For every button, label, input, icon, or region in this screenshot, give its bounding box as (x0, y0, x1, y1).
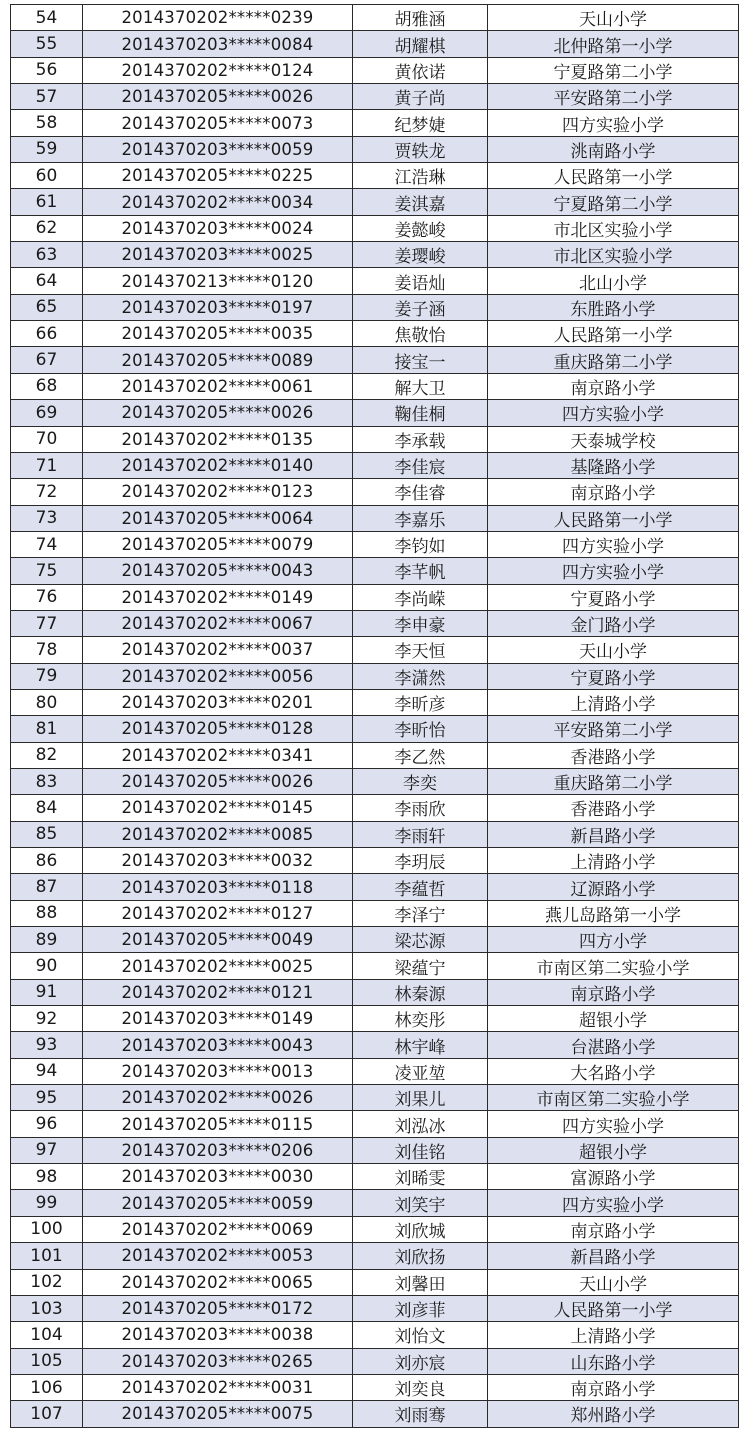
table-row (11, 505, 739, 531)
cell-name: 刘晞雯 (353, 1164, 488, 1190)
cell-school: 天山小学 (488, 637, 739, 663)
table-row (11, 1006, 739, 1032)
cell-number: 62 (11, 215, 83, 241)
cell-exam-id: 2014370203*****0043 (83, 1032, 353, 1058)
cell-number: 103 (11, 1295, 83, 1321)
cell-number: 73 (11, 505, 83, 531)
cell-school: 人民路第一小学 (488, 163, 739, 189)
table-row (11, 1374, 739, 1400)
cell-exam-id: 2014370202*****0135 (83, 426, 353, 452)
cell-name: 刘欣城 (353, 1216, 488, 1242)
table-row (11, 584, 739, 610)
cell-name: 刘佳铭 (353, 1137, 488, 1163)
table-row (11, 1322, 739, 1348)
cell-number: 55 (11, 31, 83, 57)
cell-number: 107 (11, 1401, 83, 1427)
table-row (11, 452, 739, 478)
cell-exam-id: 2014370202*****0127 (83, 900, 353, 926)
cell-number: 85 (11, 821, 83, 847)
cell-school: 南京路小学 (488, 373, 739, 399)
cell-exam-id: 2014370202*****0123 (83, 479, 353, 505)
cell-exam-id: 2014370202*****0067 (83, 610, 353, 636)
cell-number: 106 (11, 1374, 83, 1400)
cell-number: 63 (11, 242, 83, 268)
cell-number: 81 (11, 716, 83, 742)
cell-exam-id: 2014370205*****0026 (83, 400, 353, 426)
cell-school: 天山小学 (488, 1269, 739, 1295)
table-row (11, 400, 739, 426)
table-row (11, 57, 739, 83)
table-row (11, 768, 739, 794)
cell-school: 新昌路小学 (488, 1243, 739, 1269)
cell-school: 东胜路小学 (488, 294, 739, 320)
cell-name: 刘欣扬 (353, 1243, 488, 1269)
cell-school: 燕儿岛路第一小学 (488, 900, 739, 926)
cell-number: 97 (11, 1137, 83, 1163)
cell-school: 上清路小学 (488, 848, 739, 874)
cell-name: 李奕 (353, 768, 488, 794)
cell-number: 84 (11, 795, 83, 821)
cell-school: 四方实验小学 (488, 1190, 739, 1216)
cell-exam-id: 2014370203*****0201 (83, 689, 353, 715)
cell-name: 刘泓冰 (353, 1111, 488, 1137)
cell-name: 刘雨骞 (353, 1401, 488, 1427)
table-row (11, 848, 739, 874)
cell-school: 郑州路小学 (488, 1401, 739, 1427)
cell-number: 64 (11, 268, 83, 294)
cell-exam-id: 2014370202*****0065 (83, 1269, 353, 1295)
cell-number: 54 (11, 5, 83, 31)
cell-number: 61 (11, 189, 83, 215)
cell-school: 北山小学 (488, 268, 739, 294)
cell-exam-id: 2014370205*****0115 (83, 1111, 353, 1137)
table-row (11, 5, 739, 31)
cell-exam-id: 2014370202*****0124 (83, 57, 353, 83)
cell-exam-id: 2014370205*****0075 (83, 1401, 353, 1427)
cell-school: 市南区第二实验小学 (488, 1085, 739, 1111)
cell-school: 南京路小学 (488, 1374, 739, 1400)
cell-name: 黄依诺 (353, 57, 488, 83)
cell-exam-id: 2014370205*****0035 (83, 321, 353, 347)
cell-name: 林宇峰 (353, 1032, 488, 1058)
table-row (11, 136, 739, 162)
cell-name: 李承载 (353, 426, 488, 452)
cell-name: 李天恒 (353, 637, 488, 663)
cell-name: 李佳宸 (353, 452, 488, 478)
cell-name: 李芊帆 (353, 558, 488, 584)
cell-name: 林奕彤 (353, 1006, 488, 1032)
cell-school: 宁夏路小学 (488, 584, 739, 610)
cell-number: 83 (11, 768, 83, 794)
cell-number: 80 (11, 689, 83, 715)
cell-number: 74 (11, 531, 83, 557)
cell-name: 林秦源 (353, 979, 488, 1005)
cell-school: 超银小学 (488, 1006, 739, 1032)
cell-name: 梁芯源 (353, 927, 488, 953)
cell-number: 65 (11, 294, 83, 320)
cell-school: 人民路第一小学 (488, 505, 739, 531)
cell-name: 姜淇嘉 (353, 189, 488, 215)
cell-number: 79 (11, 663, 83, 689)
cell-number: 71 (11, 452, 83, 478)
cell-number: 89 (11, 927, 83, 953)
cell-number: 82 (11, 742, 83, 768)
cell-school: 市北区实验小学 (488, 215, 739, 241)
cell-exam-id: 2014370203*****0206 (83, 1137, 353, 1163)
student-list-table (10, 4, 739, 1428)
table-row (11, 1269, 739, 1295)
cell-name: 刘果儿 (353, 1085, 488, 1111)
cell-exam-id: 2014370202*****0149 (83, 584, 353, 610)
cell-school: 辽源路小学 (488, 874, 739, 900)
cell-exam-id: 2014370202*****0026 (83, 1085, 353, 1111)
cell-number: 91 (11, 979, 83, 1005)
cell-number: 93 (11, 1032, 83, 1058)
cell-school: 北仲路第一小学 (488, 31, 739, 57)
table-row (11, 294, 739, 320)
cell-school: 南京路小学 (488, 1216, 739, 1242)
cell-name: 李蕴哲 (353, 874, 488, 900)
cell-number: 58 (11, 110, 83, 136)
cell-school: 南京路小学 (488, 479, 739, 505)
cell-name: 李玥辰 (353, 848, 488, 874)
cell-exam-id: 2014370203*****0084 (83, 31, 353, 57)
cell-exam-id: 2014370202*****0069 (83, 1216, 353, 1242)
cell-name: 姜语灿 (353, 268, 488, 294)
table-row (11, 558, 739, 584)
cell-name: 刘怡文 (353, 1322, 488, 1348)
cell-number: 76 (11, 584, 83, 610)
cell-number: 101 (11, 1243, 83, 1269)
cell-exam-id: 2014370205*****0059 (83, 1190, 353, 1216)
cell-name: 李乙然 (353, 742, 488, 768)
cell-name: 贾轶龙 (353, 136, 488, 162)
cell-exam-id: 2014370205*****0049 (83, 927, 353, 953)
table-row (11, 610, 739, 636)
cell-school: 超银小学 (488, 1137, 739, 1163)
cell-school: 大名路小学 (488, 1058, 739, 1084)
cell-name: 刘彦菲 (353, 1295, 488, 1321)
table-row (11, 689, 739, 715)
cell-school: 天山小学 (488, 5, 739, 31)
cell-school: 四方实验小学 (488, 110, 739, 136)
cell-exam-id: 2014370202*****0031 (83, 1374, 353, 1400)
cell-exam-id: 2014370205*****0079 (83, 531, 353, 557)
cell-exam-id: 2014370203*****0038 (83, 1322, 353, 1348)
cell-school: 台湛路小学 (488, 1032, 739, 1058)
cell-name: 胡雅涵 (353, 5, 488, 31)
cell-name: 胡耀棋 (353, 31, 488, 57)
cell-name: 李昕彦 (353, 689, 488, 715)
cell-school: 宁夏路第二小学 (488, 189, 739, 215)
cell-exam-id: 2014370205*****0073 (83, 110, 353, 136)
cell-school: 宁夏路小学 (488, 663, 739, 689)
cell-name: 刘馨田 (353, 1269, 488, 1295)
cell-number: 87 (11, 874, 83, 900)
cell-school: 人民路第一小学 (488, 1295, 739, 1321)
cell-number: 98 (11, 1164, 83, 1190)
cell-name: 凌亚堃 (353, 1058, 488, 1084)
cell-school: 南京路小学 (488, 979, 739, 1005)
cell-number: 95 (11, 1085, 83, 1111)
table-row (11, 927, 739, 953)
table-row (11, 1058, 739, 1084)
table-row (11, 953, 739, 979)
cell-exam-id: 2014370202*****0121 (83, 979, 353, 1005)
table-row (11, 1401, 739, 1427)
cell-name: 李雨轩 (353, 821, 488, 847)
cell-school: 市北区实验小学 (488, 242, 739, 268)
cell-exam-id: 2014370205*****0026 (83, 768, 353, 794)
table-row (11, 979, 739, 1005)
table-row (11, 215, 739, 241)
cell-name: 接宝一 (353, 347, 488, 373)
table-row (11, 479, 739, 505)
cell-name: 李潇然 (353, 663, 488, 689)
cell-name: 姜璎峻 (353, 242, 488, 268)
cell-school: 重庆路第二小学 (488, 347, 739, 373)
table-row (11, 663, 739, 689)
table-row (11, 1085, 739, 1111)
cell-exam-id: 2014370202*****0239 (83, 5, 353, 31)
cell-school: 四方实验小学 (488, 531, 739, 557)
table-row (11, 1190, 739, 1216)
cell-name: 刘奕良 (353, 1374, 488, 1400)
cell-exam-id: 2014370202*****0053 (83, 1243, 353, 1269)
cell-name: 焦敬怡 (353, 321, 488, 347)
cell-number: 88 (11, 900, 83, 926)
table-row (11, 163, 739, 189)
cell-school: 新昌路小学 (488, 821, 739, 847)
cell-name: 解大卫 (353, 373, 488, 399)
cell-number: 70 (11, 426, 83, 452)
cell-number: 96 (11, 1111, 83, 1137)
cell-school: 上清路小学 (488, 1322, 739, 1348)
cell-exam-id: 2014370205*****0172 (83, 1295, 353, 1321)
cell-school: 香港路小学 (488, 795, 739, 821)
table-row (11, 1348, 739, 1374)
cell-exam-id: 2014370202*****0025 (83, 953, 353, 979)
table-row (11, 242, 739, 268)
cell-number: 105 (11, 1348, 83, 1374)
table-row (11, 426, 739, 452)
table-row (11, 637, 739, 663)
cell-number: 94 (11, 1058, 83, 1084)
table-row (11, 531, 739, 557)
cell-name: 刘亦宸 (353, 1348, 488, 1374)
table-row (11, 795, 739, 821)
cell-school: 重庆路第二小学 (488, 768, 739, 794)
cell-number: 102 (11, 1269, 83, 1295)
cell-exam-id: 2014370203*****0059 (83, 136, 353, 162)
table-row (11, 1032, 739, 1058)
cell-school: 洮南路小学 (488, 136, 739, 162)
cell-number: 75 (11, 558, 83, 584)
cell-school: 四方小学 (488, 927, 739, 953)
cell-name: 李钧如 (353, 531, 488, 557)
cell-school: 宁夏路第二小学 (488, 57, 739, 83)
cell-name: 李泽宁 (353, 900, 488, 926)
table-row (11, 110, 739, 136)
cell-number: 99 (11, 1190, 83, 1216)
cell-number: 92 (11, 1006, 83, 1032)
cell-exam-id: 2014370203*****0032 (83, 848, 353, 874)
table-row (11, 874, 739, 900)
table-row (11, 1216, 739, 1242)
cell-number: 59 (11, 136, 83, 162)
cell-name: 鞠佳桐 (353, 400, 488, 426)
table-row (11, 1295, 739, 1321)
cell-school: 富源路小学 (488, 1164, 739, 1190)
table-row (11, 821, 739, 847)
cell-number: 67 (11, 347, 83, 373)
cell-school: 平安路第二小学 (488, 84, 739, 110)
cell-name: 李申豪 (353, 610, 488, 636)
cell-exam-id: 2014370203*****0024 (83, 215, 353, 241)
cell-number: 57 (11, 84, 83, 110)
cell-school: 市南区第二实验小学 (488, 953, 739, 979)
cell-name: 李佳睿 (353, 479, 488, 505)
cell-school: 四方实验小学 (488, 400, 739, 426)
cell-exam-id: 2014370202*****0145 (83, 795, 353, 821)
cell-exam-id: 2014370205*****0043 (83, 558, 353, 584)
cell-name: 梁蕴宁 (353, 953, 488, 979)
table-body (11, 5, 739, 1428)
cell-exam-id: 2014370203*****0197 (83, 294, 353, 320)
cell-school: 四方实验小学 (488, 1111, 739, 1137)
cell-exam-id: 2014370203*****0118 (83, 874, 353, 900)
cell-number: 69 (11, 400, 83, 426)
cell-name: 江浩琳 (353, 163, 488, 189)
cell-number: 60 (11, 163, 83, 189)
cell-exam-id: 2014370203*****0265 (83, 1348, 353, 1374)
table-row (11, 268, 739, 294)
table-row (11, 716, 739, 742)
cell-number: 68 (11, 373, 83, 399)
cell-school: 金门路小学 (488, 610, 739, 636)
cell-exam-id: 2014370213*****0120 (83, 268, 353, 294)
cell-exam-id: 2014370202*****0085 (83, 821, 353, 847)
cell-number: 78 (11, 637, 83, 663)
cell-exam-id: 2014370202*****0140 (83, 452, 353, 478)
table-row (11, 84, 739, 110)
cell-school: 香港路小学 (488, 742, 739, 768)
cell-name: 刘笑宇 (353, 1190, 488, 1216)
cell-name: 李尚嵘 (353, 584, 488, 610)
cell-exam-id: 2014370205*****0128 (83, 716, 353, 742)
table-row (11, 347, 739, 373)
cell-exam-id: 2014370202*****0061 (83, 373, 353, 399)
cell-number: 90 (11, 953, 83, 979)
table-row (11, 900, 739, 926)
cell-name: 李雨欣 (353, 795, 488, 821)
cell-number: 77 (11, 610, 83, 636)
cell-school: 人民路第一小学 (488, 321, 739, 347)
cell-school: 基隆路小学 (488, 452, 739, 478)
table-row (11, 373, 739, 399)
cell-name: 黄子尚 (353, 84, 488, 110)
cell-school: 山东路小学 (488, 1348, 739, 1374)
cell-number: 100 (11, 1216, 83, 1242)
cell-name: 李昕怡 (353, 716, 488, 742)
cell-exam-id: 2014370205*****0089 (83, 347, 353, 373)
cell-exam-id: 2014370205*****0026 (83, 84, 353, 110)
cell-exam-id: 2014370202*****0341 (83, 742, 353, 768)
cell-number: 104 (11, 1322, 83, 1348)
table-row (11, 1164, 739, 1190)
table-row (11, 321, 739, 347)
table-row (11, 189, 739, 215)
cell-school: 四方实验小学 (488, 558, 739, 584)
cell-exam-id: 2014370205*****0225 (83, 163, 353, 189)
cell-name: 姜子涵 (353, 294, 488, 320)
cell-number: 86 (11, 848, 83, 874)
cell-exam-id: 2014370203*****0013 (83, 1058, 353, 1084)
table-row (11, 1243, 739, 1269)
table-row (11, 742, 739, 768)
cell-school: 天泰城学校 (488, 426, 739, 452)
cell-exam-id: 2014370202*****0034 (83, 189, 353, 215)
cell-exam-id: 2014370205*****0064 (83, 505, 353, 531)
cell-exam-id: 2014370202*****0056 (83, 663, 353, 689)
table-row (11, 1137, 739, 1163)
cell-name: 姜懿峻 (353, 215, 488, 241)
cell-exam-id: 2014370203*****0149 (83, 1006, 353, 1032)
cell-exam-id: 2014370203*****0025 (83, 242, 353, 268)
cell-name: 纪梦婕 (353, 110, 488, 136)
cell-number: 66 (11, 321, 83, 347)
table-row (11, 1111, 739, 1137)
cell-exam-id: 2014370203*****0030 (83, 1164, 353, 1190)
cell-number: 56 (11, 57, 83, 83)
table-row (11, 31, 739, 57)
cell-school: 平安路第二小学 (488, 716, 739, 742)
cell-school: 上清路小学 (488, 689, 739, 715)
cell-number: 72 (11, 479, 83, 505)
cell-name: 李嘉乐 (353, 505, 488, 531)
cell-exam-id: 2014370202*****0037 (83, 637, 353, 663)
